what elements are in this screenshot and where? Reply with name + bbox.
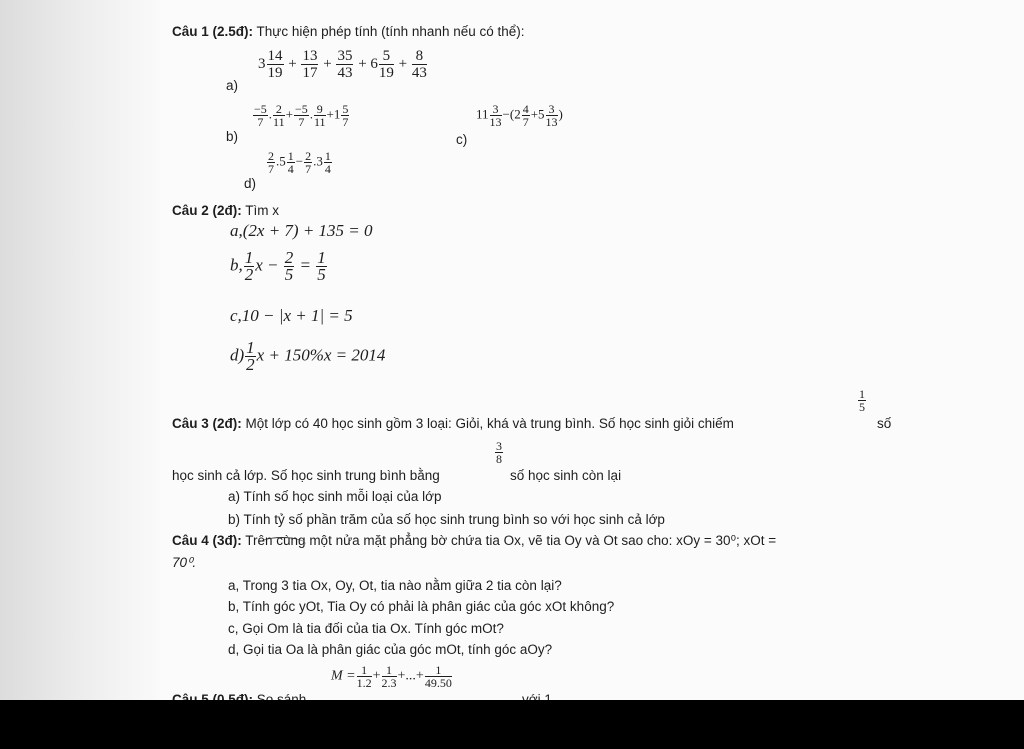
q3b-text: b) Tính tỷ số phần trăm của số học sinh trung bình so với học sinh cả lớp [228, 512, 665, 527]
q3-line2-end: số học sinh còn lại [510, 468, 622, 483]
q2d-equation: d) $\frac{1}{2}$ x + 150%x = 2014 [230, 338, 386, 374]
q3-fraction-1: $\frac{1}{5}$ [859, 387, 865, 414]
q2-label: Câu 2 (2đ): [172, 203, 242, 218]
q4c-text: c, Gọi Om là tia đối của tia Ox. Tính góc mOt? [228, 621, 504, 636]
arc-mark [258, 537, 306, 552]
q4-label: Câu 4 (3đ): [172, 533, 242, 548]
q2b-equation: b, $\frac{1}{2}$ x − $\frac{2}{5}$ = $\frac{1}{5}$ [230, 248, 326, 284]
q1-heading [172, 24, 525, 40]
q4d-text: d, Gọi tia Oa là phân giác của góc mOt, tính góc aOy? [228, 642, 553, 657]
q1d-label: d) [244, 176, 257, 191]
q1b-expression: $\frac{-5}{7}$ . $\frac{2}{11}$ + $\frac{-5}{7}$ . $\frac{9}{11}$ +1 $\frac{5}{7}$ [254, 102, 349, 129]
q2-text: Tìm x [245, 203, 280, 218]
q4a-text: a, Trong 3 tia Ox, Oy, Ot, tia nào nằm giữa 2 tia còn lại? [228, 578, 562, 593]
q2c-equation: c,10 − |x + 1| = 5 [230, 306, 353, 325]
page-edge-shadow [0, 0, 160, 700]
q3-fraction-2: $\frac{3}{8}$ [496, 439, 502, 466]
q1b-label: b) [226, 129, 239, 144]
q1c-label: c) [456, 132, 468, 147]
q3-line1: Câu 3 (2đ): Một lớp có 40 học sinh gồm 3 loại: Giỏi, khá và trung bình. Số học sinh giỏi chiếm [172, 416, 734, 431]
q1a-expression: 3 $\frac{14}{19}$ + $\frac{13}{17}$ + $\frac{35}{43}$ + 6 $\frac{5}{19}$ + $\frac{8}{43}$ [258, 48, 427, 81]
q2-heading [172, 203, 279, 219]
q3-label: Câu 3 (2đ): [172, 416, 242, 431]
q2a-equation: a,(2x + 7) + 135 = 0 [230, 221, 373, 240]
q4-line2: 70⁰. [172, 555, 197, 570]
q1c-expression: 11 $\frac{3}{13}$ −(2 $\frac{4}{7}$ +5 $\frac{3}{13}$ ) [476, 102, 563, 129]
q1-text: Thực hiện phép tính (tính nhanh nếu có thể): [256, 24, 525, 39]
q1a-label: a) [226, 78, 239, 93]
q3a-text: a) Tính số học sinh mỗi loại của lớp [228, 489, 442, 504]
bottom-black-bar [0, 700, 1024, 749]
q3-line2: học sinh cả lớp. Số học sinh trung bình bằng [172, 468, 440, 483]
q4-line1: Câu 4 (3đ): Trên cùng một nửa mặt phẳng bờ chứa tia Ox, vẽ tia Oy và Ot sao cho: xOy = 30⁰; xOt = [172, 533, 777, 548]
q1d-expression: $\frac{2}{7}$ .5 $\frac{1}{4}$ − $\frac{2}{7}$ .3 $\frac{1}{4}$ [268, 149, 331, 176]
q5-expression: M = $\frac{1}{1.2}$ + $\frac{1}{2.3}$ +...+ $\frac{1}{49.50}$ [331, 663, 452, 690]
q3-line1-end: số [877, 416, 892, 431]
q1-label: Câu 1 (2.5đ): [172, 24, 254, 39]
q4b-text: b, Tính góc yOt, Tia Oy có phải là phân giác của góc xOt không? [228, 599, 615, 614]
